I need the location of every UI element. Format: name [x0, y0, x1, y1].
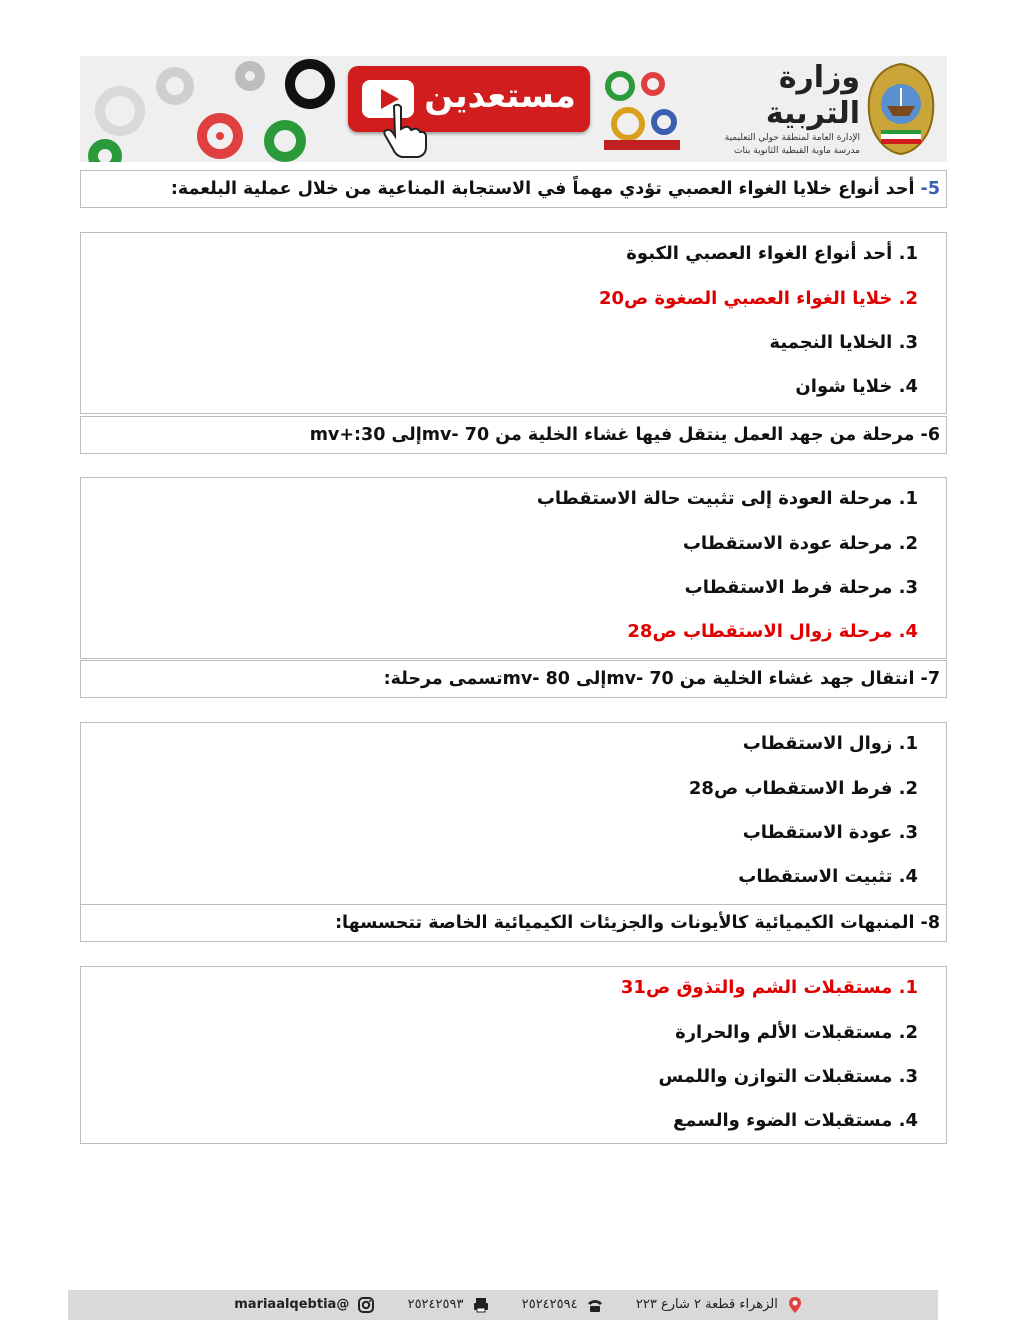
question-6-options [80, 477, 947, 659]
location-pin-icon [786, 1296, 804, 1314]
question-6-option-4[interactable]: 4. مرحلة زوال الاستقطاب ص28 [627, 621, 918, 642]
small-gears-icon [598, 64, 686, 154]
question-7-option-1[interactable]: 1. زوال الاستقطاب [742, 733, 918, 754]
question-8-option-3[interactable]: 3. مستقبلات التوازن واللمس [658, 1066, 918, 1087]
header-banner [80, 56, 947, 162]
question-5-header [80, 170, 947, 208]
question-6-option-3[interactable]: 3. مرحلة فرط الاستقطاب [684, 577, 918, 598]
question-6-header [80, 416, 947, 454]
question-6-option-2[interactable]: 2. مرحلة عودة الاستقطاب [682, 533, 918, 554]
phone-icon [586, 1296, 604, 1314]
question-5-options [80, 232, 947, 414]
ministry-subtitle-2: مدرسة ماوية القبطية الثانوية بنات [734, 146, 860, 156]
question-5-option-1[interactable]: 1. أحد أنواع الغواء العصبي الكبوة [626, 243, 918, 264]
question-7-option-4[interactable]: 4. تثبيت الاستقطاب [738, 866, 918, 887]
question-5-option-3[interactable]: 3. الخلايا النجمية [769, 332, 918, 353]
question-6-text: مرحلة من جهد العمل ينتقل فيها غشاء الخلية من 70 -mvإلى 30:+mv [309, 425, 915, 445]
footer-address: الزهراء قطعة ٢ شارع ٢٢٣ [635, 1297, 778, 1312]
footer-contact-bar [68, 1290, 938, 1320]
question-7-number: 7- [920, 669, 940, 689]
ministry-block [680, 60, 860, 160]
question-8-options [80, 966, 947, 1144]
question-7-text: انتقال جهد غشاء الخلية من 70 -mvإلى 80 -mvتسمى مرحلة: [383, 669, 915, 689]
question-5-number: 5- [920, 179, 940, 199]
footer-instagram[interactable]: @mariaalqebtia [234, 1297, 350, 1312]
question-6-number: 6- [920, 425, 940, 445]
question-5-option-4[interactable]: 4. خلايا شوان [795, 376, 918, 397]
question-7-option-2[interactable]: 2. فرط الاستقطاب ص28 [688, 778, 918, 799]
footer-fax: ٢٥٢٤٢٥٩٣ [407, 1297, 464, 1312]
question-8-header [80, 904, 947, 942]
question-7-option-3[interactable]: 3. عودة الاستقطاب [742, 822, 918, 843]
instagram-icon [357, 1296, 375, 1314]
question-7-header [80, 660, 947, 698]
gears-decoration-icon [80, 56, 340, 162]
ministry-title: وزارة التربية [765, 60, 860, 131]
fax-icon [472, 1296, 490, 1314]
question-6-option-1[interactable]: 1. مرحلة العودة إلى تثبيت حالة الاستقطاب [536, 488, 918, 509]
youtube-label: مستعدين [424, 76, 576, 116]
question-5-option-2[interactable]: 2. خلايا الغواء العصبي الصغوة ص20 [598, 288, 918, 309]
kuwait-emblem-icon [863, 60, 939, 156]
question-8-option-1[interactable]: 1. مستقبلات الشم والتذوق ص31 [620, 977, 918, 998]
question-8-option-4[interactable]: 4. مستقبلات الضوء والسمع [673, 1110, 918, 1131]
question-8-option-2[interactable]: 2. مستقبلات الألم والحرارة [675, 1022, 918, 1043]
question-7-options [80, 722, 947, 906]
pointer-hand-icon [380, 102, 428, 158]
question-5-text: أحد أنواع خلايا الغواء العصبي تؤدي مهماً في الاستجابة المناعية من خلال عملية البلعمة: [170, 179, 915, 199]
question-8-number: 8- [920, 913, 940, 933]
ministry-subtitle-1: الإدارة العامة لمنطقة حولي التعليمية [724, 133, 860, 143]
footer-phone: ٢٥٢٤٢٥٩٤ [521, 1297, 578, 1312]
question-8-text: المنبهات الكيميائية كالأيونات والجزيئات الكيميائية الخاصة تتحسسها: [335, 913, 915, 933]
